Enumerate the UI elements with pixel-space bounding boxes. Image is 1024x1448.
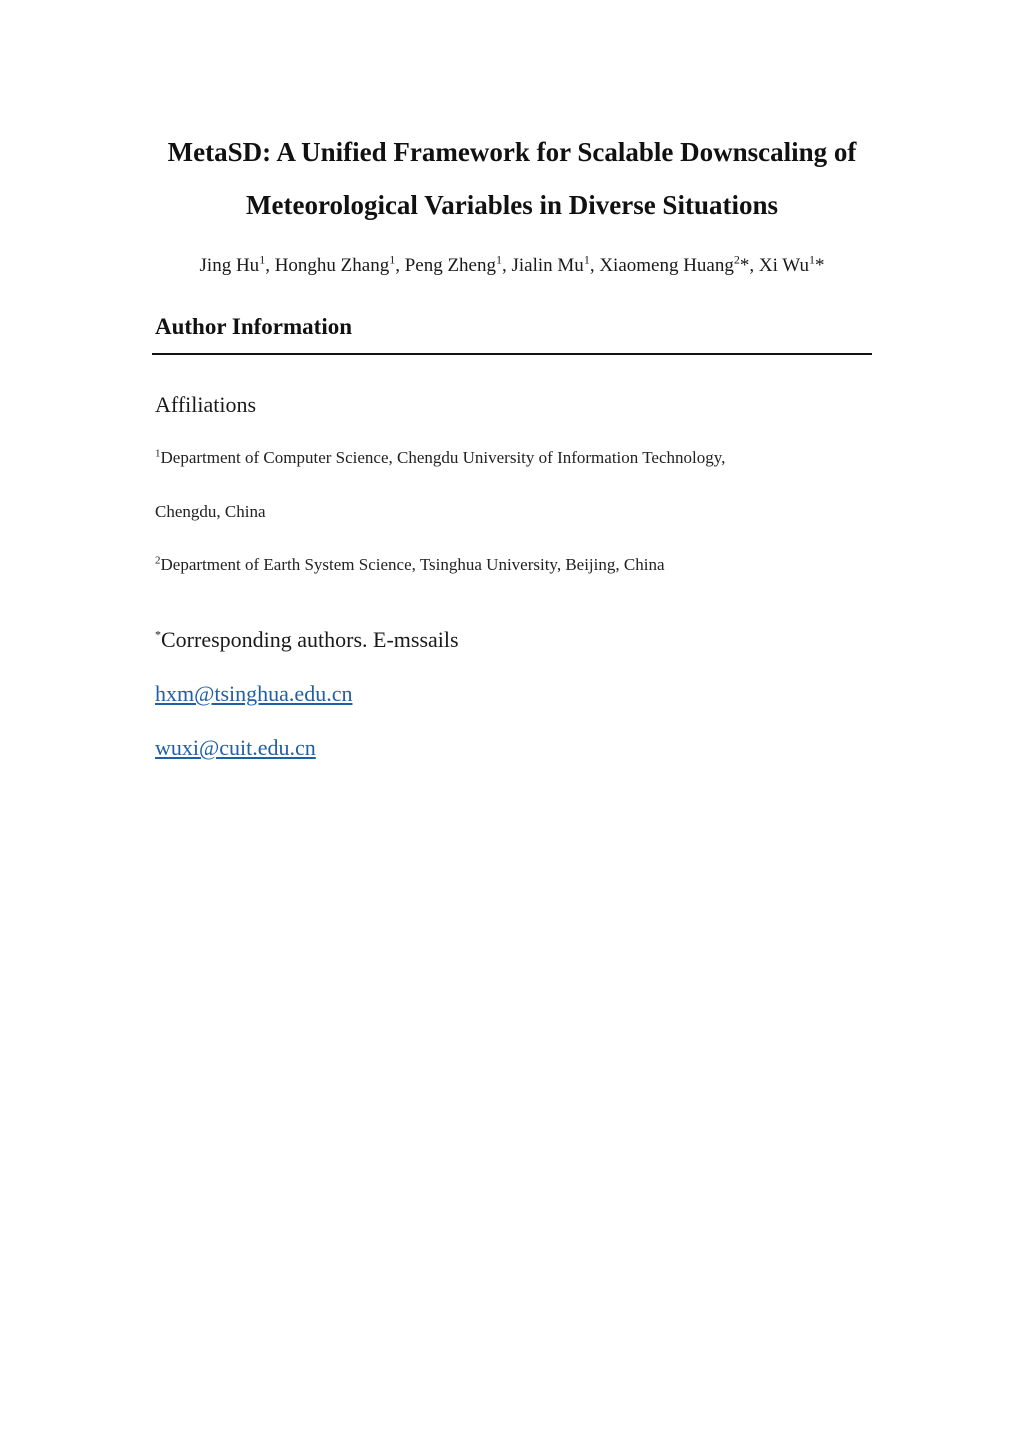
author-affiliation-mark: 2 <box>733 252 740 267</box>
author-affiliation-mark: 1 <box>496 252 502 267</box>
corresponding-asterisk: * <box>155 627 161 642</box>
affiliation-1-continued: Chengdu, China <box>155 502 266 521</box>
author-list <box>0 254 1024 278</box>
author-name: Xi Wu <box>758 255 809 276</box>
affiliation-2 <box>155 554 665 576</box>
author-affiliation-mark: 1 <box>583 252 590 267</box>
affiliation-1 <box>155 447 725 469</box>
affiliation-number: 2 <box>155 554 161 567</box>
corresponding-text: Corresponding authors. E-mssails <box>161 627 459 652</box>
author-name: Xiaomeng Huang <box>599 255 734 276</box>
corresponding-mark: * <box>814 255 825 276</box>
author-name: Jing Hu <box>199 255 260 276</box>
author-separator: , <box>265 255 275 276</box>
affiliations-heading: Affiliations <box>155 392 257 417</box>
affiliation-text: Department of Earth System Science, Tsinghua University, Beijing, China <box>160 555 665 574</box>
author-separator: , <box>502 255 512 276</box>
affiliation-text: Department of Computer Science, Chengdu University of Information Technology, <box>160 448 726 467</box>
author-affiliation-mark: 1 <box>259 252 266 267</box>
author-separator: , <box>589 255 600 276</box>
corresponding-mark: * <box>739 255 750 276</box>
author-separator: , <box>749 255 759 276</box>
email-link-wuxi[interactable]: wuxi@cuit.edu.cn <box>155 735 316 760</box>
author-name: Peng Zheng <box>404 255 496 276</box>
corresponding-authors-note <box>155 626 459 654</box>
author-name: Honghu Zhang <box>274 255 390 276</box>
author-affiliation-mark: 1 <box>808 252 815 267</box>
author-name: Jialin Mu <box>511 255 584 276</box>
email-link-hxm[interactable]: hxm@tsinghua.edu.cn <box>155 681 353 706</box>
section-heading: Author Information <box>155 314 353 339</box>
paper-title-line-1: MetaSD: A Unified Framework for Scalable Downscaling of <box>167 137 857 167</box>
author-separator: , <box>395 255 405 276</box>
horizontal-rule <box>152 353 872 355</box>
affiliation-number: 1 <box>155 447 161 460</box>
paper-title-line-2: Meteorological Variables in Diverse Situations <box>246 190 778 220</box>
author-affiliation-mark: 1 <box>389 252 396 267</box>
